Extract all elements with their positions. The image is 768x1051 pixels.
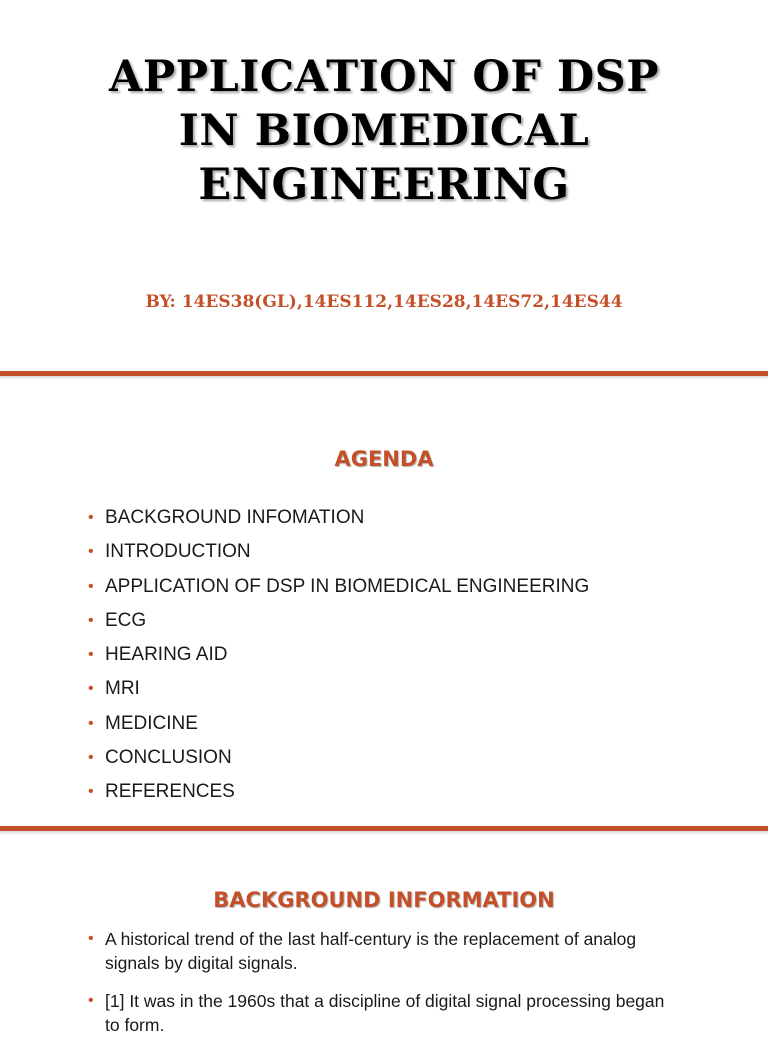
agenda-list [88,506,728,815]
list-item: • HEARING AID [88,644,228,666]
list-item: • MRI [88,678,140,700]
slide-divider [0,370,768,380]
bullet-icon: • [88,680,94,698]
title-slide [0,0,768,370]
list-item: • BACKGROUND INFOMATION [88,507,365,528]
list-item: • APPLICATION OF DSP IN BIOMEDICAL ENGINEERING [88,575,590,597]
bullet-icon: • [88,646,94,664]
title-line-3: ENGINEERING [198,160,570,210]
bullet-icon: • [88,930,94,947]
background-list [88,927,668,1051]
bullet-icon: • [88,749,94,767]
bullet-icon: • [88,543,94,561]
title-line-2: IN BIOMEDICAL [178,106,590,156]
background-heading: BACKGROUND INFORMATION [213,888,555,912]
list-item: • REFERENCES [88,781,235,803]
agenda-heading: AGENDA [334,447,434,471]
bullet-icon: • [88,577,94,595]
list-item: • [1] It was in the 1960s that a discipline of digital signal processing began to form. [88,991,665,1035]
authors-line: BY: 14ES38(GL),14ES112,14ES28,14ES72,14ES44 [145,292,623,312]
bullet-icon: • [88,714,94,732]
background-slide [0,835,768,1035]
list-item: • ECG [88,609,147,631]
list-item: • A historical trend of the last half-century is the replacement of analog signals by digital signals. [88,929,637,973]
slide-title [0,50,768,212]
bullet-icon: • [88,783,94,801]
agenda-slide [0,380,768,825]
list-item: • CONCLUSION [88,747,232,769]
bullet-icon: • [88,509,94,526]
title-line-1: APPLICATION OF DSP [108,52,660,102]
list-item: • MEDICINE [88,712,198,734]
bullet-icon: • [88,611,94,629]
slide-divider [0,825,768,835]
list-item: • INTRODUCTION [88,541,251,563]
bullet-icon: • [88,992,94,1009]
